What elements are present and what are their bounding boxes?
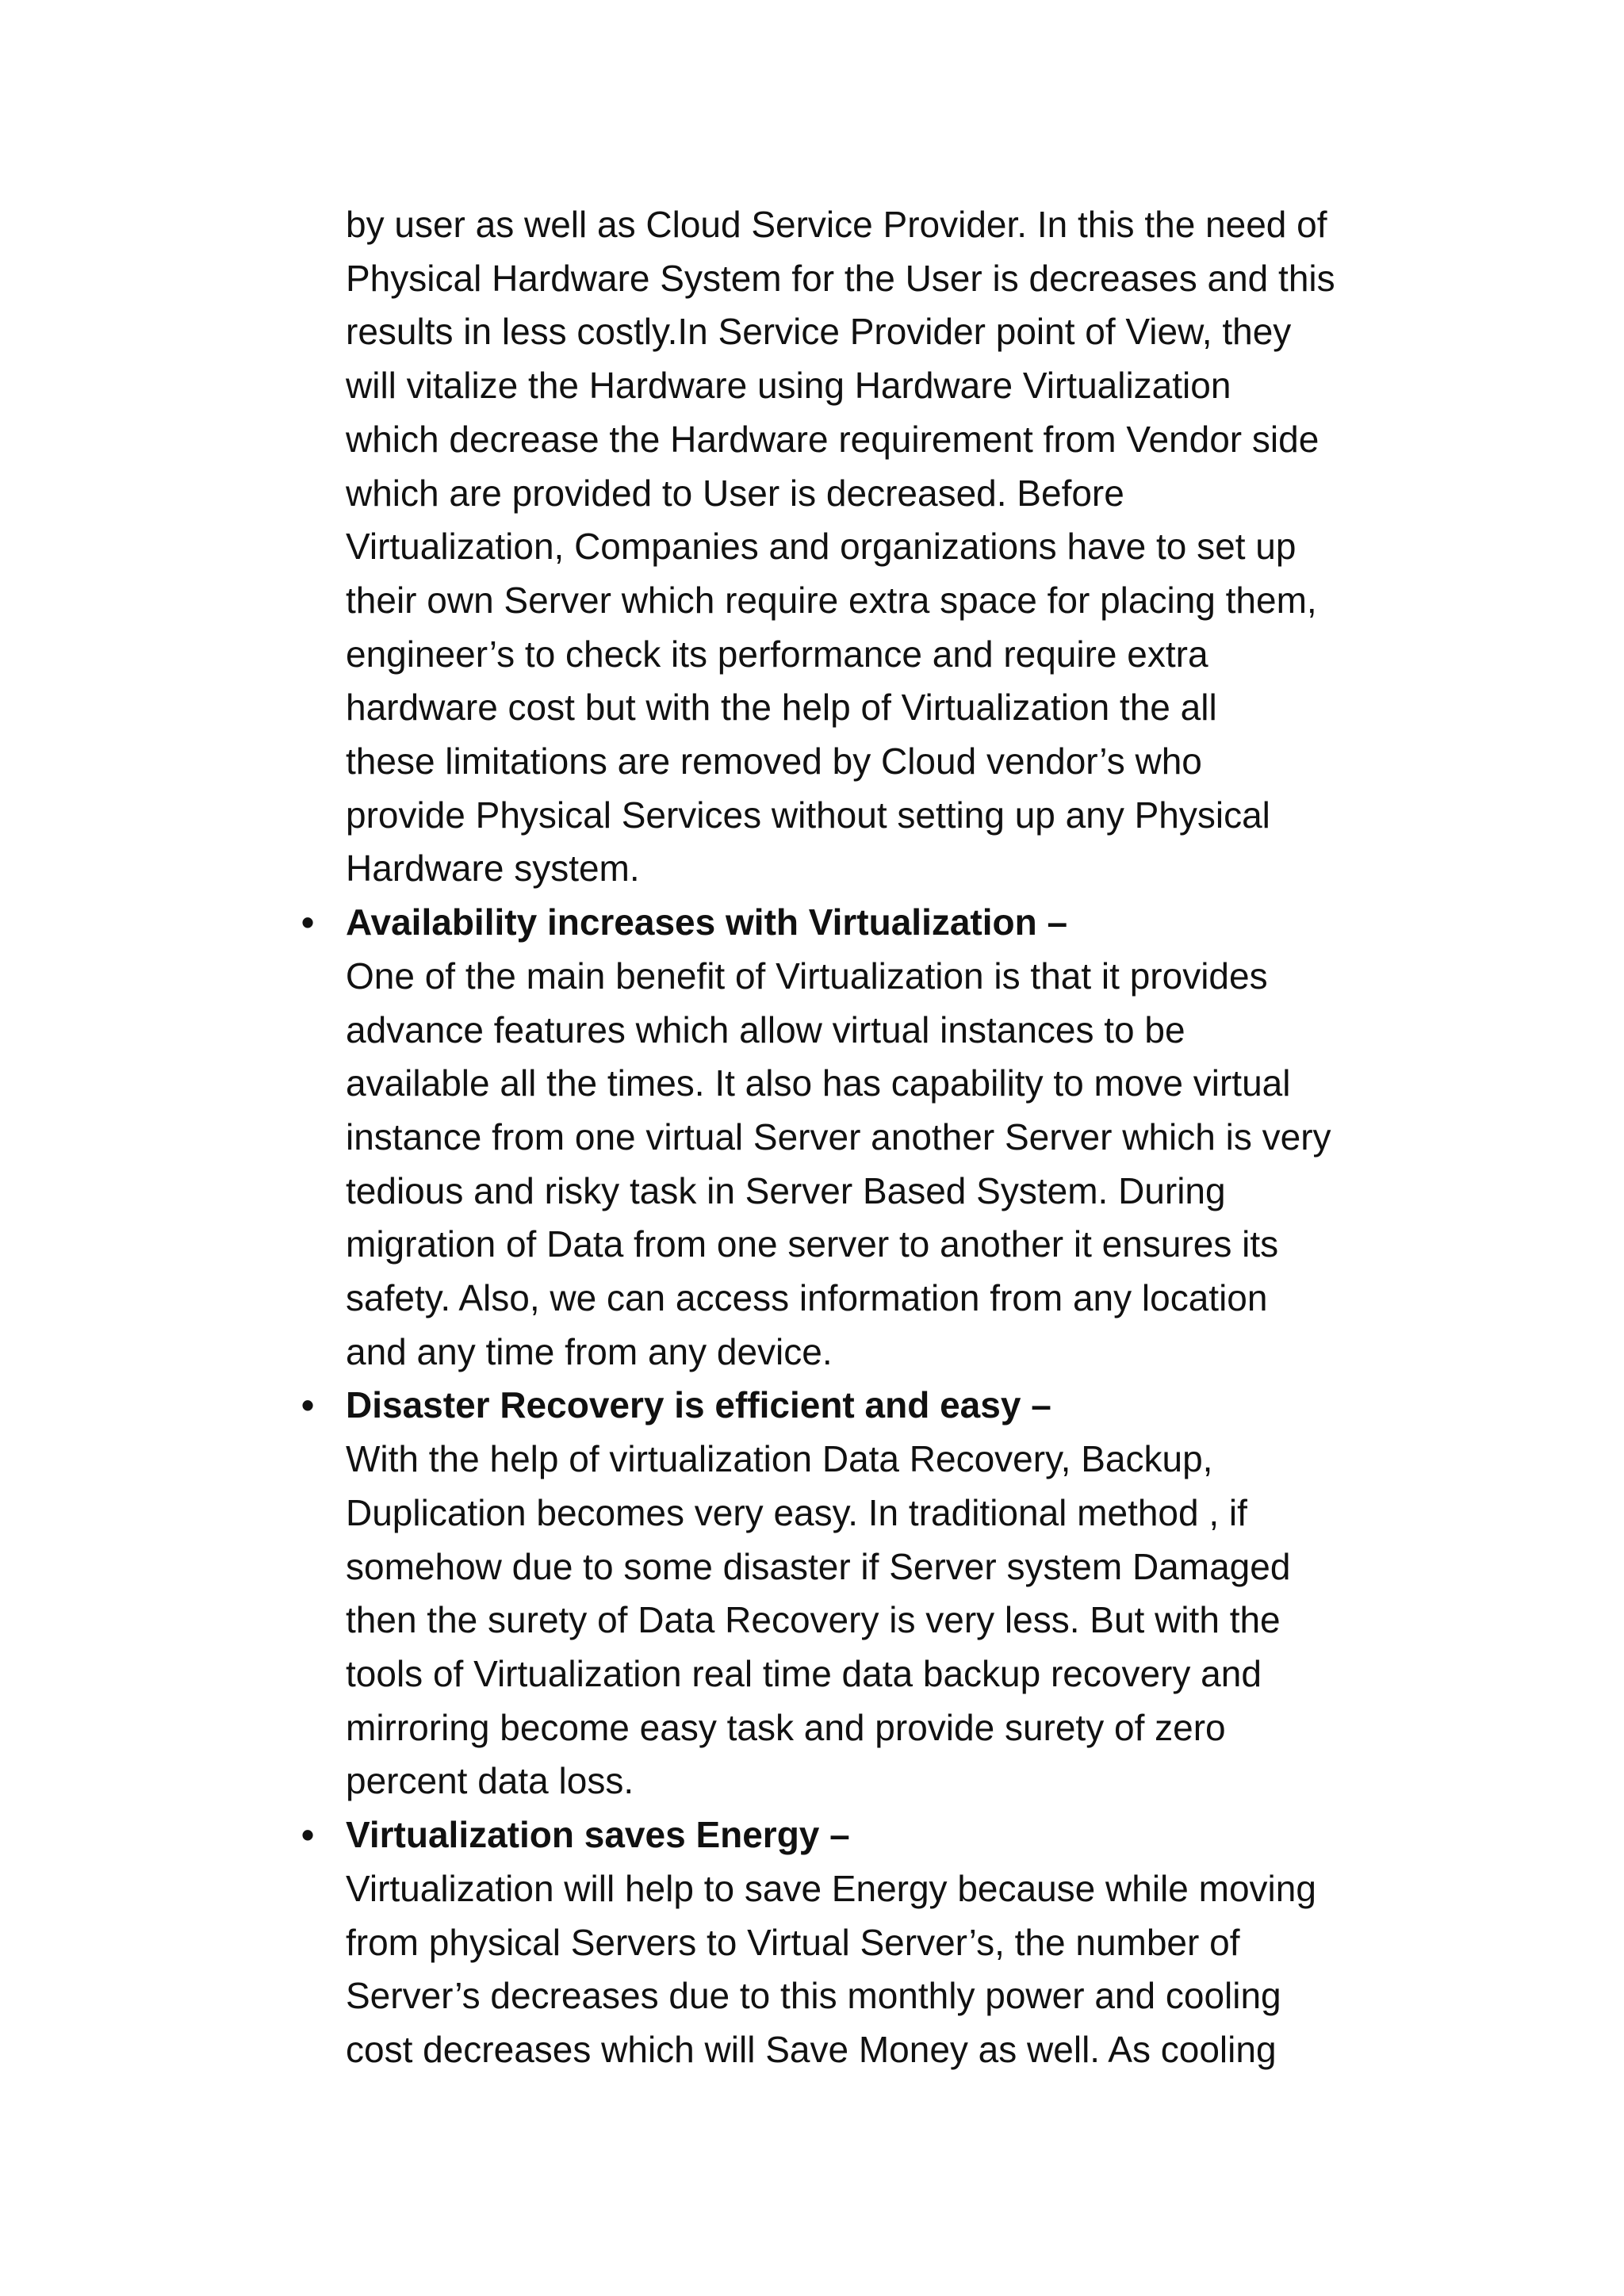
paragraph-line: and any time from any device.: [346, 1330, 833, 1372]
bullet-icon: •: [301, 901, 315, 943]
paragraph-line: Virtualization, Companies and organizations have to set up: [346, 526, 1297, 568]
bullet-section-availability: [301, 896, 1472, 1379]
section-heading: Virtualization saves Energy –: [346, 1814, 850, 1856]
paragraph-line: mirroring become easy task and provide surety of zero: [346, 1706, 1226, 1748]
paragraph-line: results in less costly.In Service Provider point of View, they: [346, 311, 1292, 353]
paragraph-line: by user as well as Cloud Service Provider. In this the need of: [346, 204, 1327, 245]
paragraph-line: instance from one virtual Server another Server which is very: [346, 1115, 1331, 1158]
document-body: [301, 198, 1472, 2077]
paragraph-line: somehow due to some disaster if Server system Damaged: [346, 1545, 1291, 1587]
paragraph-line: Hardware system.: [346, 848, 640, 890]
paragraph-line: then the surety of Data Recovery is very less. But with the: [346, 1599, 1281, 1641]
bullet-section-disaster-recovery: [301, 1379, 1472, 1808]
paragraph-line: hardware cost but with the help of Virtualization the all: [346, 687, 1217, 729]
paragraph-line: tedious and risky task in Server Based System. During: [346, 1169, 1226, 1211]
bullet-heading-row: [301, 1808, 1472, 1862]
bullet-heading-row: [301, 1379, 1472, 1433]
paragraph-line: available all the times. It also has capability to move virtual: [346, 1062, 1291, 1104]
paragraph-line: Physical Hardware System for the User is decreases and this: [346, 257, 1335, 299]
paragraph-line: cost decreases which will Save Money as well. As cooling: [346, 2028, 1277, 2070]
bullet-icon: •: [301, 1814, 315, 1856]
paragraph-line: percent data loss.: [346, 1760, 634, 1802]
section-heading: Disaster Recovery is efficient and easy –: [346, 1384, 1051, 1426]
paragraph-line: safety. Also, we can access information from any location: [346, 1277, 1268, 1319]
paragraph-line: One of the main benefit of Virtualization is that it provides: [346, 955, 1268, 997]
paragraph-line: engineer’s to check its performance and require extra: [346, 633, 1208, 675]
paragraph-line: migration of Data from one server to another it ensures its: [346, 1223, 1279, 1265]
bullet-icon: •: [301, 1384, 315, 1426]
bullet-section-energy: [301, 1808, 1472, 2077]
paragraph-line: will vitalize the Hardware using Hardware Virtualization: [346, 365, 1231, 407]
paragraph-line: these limitations are removed by Cloud vendor’s who: [346, 740, 1202, 783]
paragraph-line: from physical Servers to Virtual Server’s, the number of: [346, 1921, 1240, 1963]
paragraph-line: their own Server which require extra space for placing them,: [346, 579, 1317, 621]
paragraph-line: advance features which allow virtual instances to be: [346, 1008, 1185, 1050]
bullet-heading-row: [301, 896, 1472, 950]
paragraph-line: Server’s decreases due to this monthly power and cooling: [346, 1975, 1281, 2017]
paragraph-line: tools of Virtualization real time data backup recovery and: [346, 1652, 1262, 1694]
intro-paragraph: [346, 198, 1472, 896]
paragraph-line: which are provided to User is decreased. Before: [346, 472, 1124, 514]
section-heading: Availability increases with Virtualization –: [346, 901, 1068, 943]
paragraph-line: which decrease the Hardware requirement from Vendor side: [346, 418, 1320, 460]
paragraph-line: Virtualization will help to save Energy because while moving: [346, 1867, 1316, 1909]
paragraph-line: With the help of virtualization Data Recovery, Backup,: [346, 1438, 1213, 1480]
paragraph-line: Duplication becomes very easy. In traditional method , if: [346, 1491, 1247, 1533]
paragraph-line: provide Physical Services without setting up any Physical: [346, 794, 1270, 836]
